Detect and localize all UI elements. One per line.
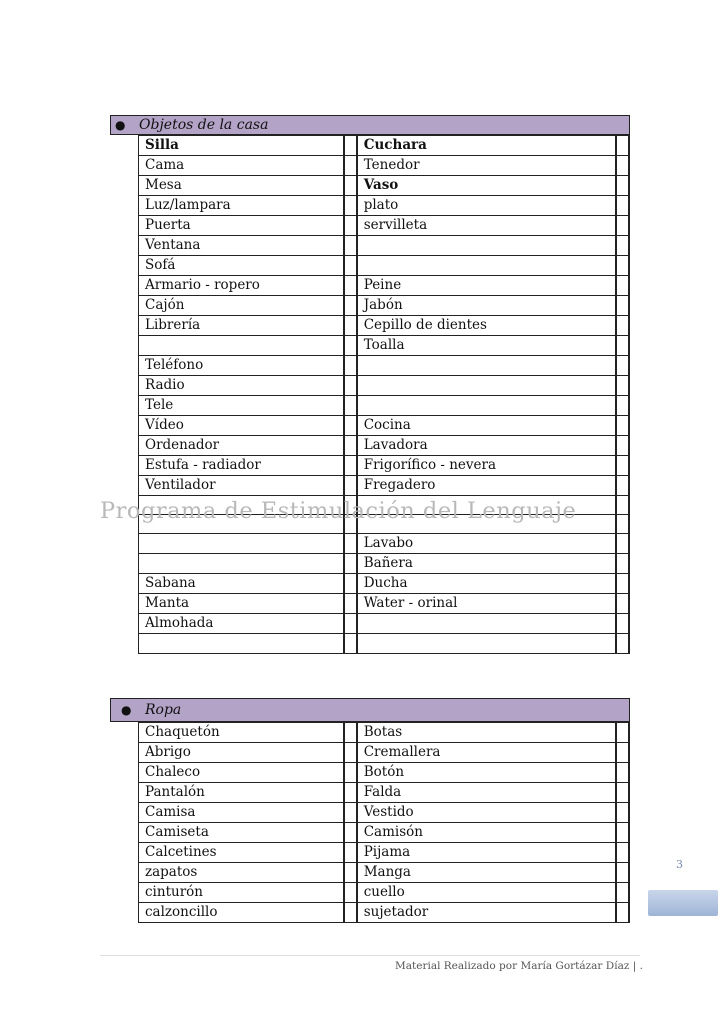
table-row: [139, 416, 630, 436]
word-left: calzoncillo: [139, 903, 344, 923]
vocabulary-table: [138, 135, 630, 654]
check-box: [344, 416, 357, 436]
word-right: Vestido: [357, 803, 616, 823]
table-row: [139, 863, 630, 883]
check-box: [616, 496, 629, 515]
table-row: [139, 743, 630, 763]
word-right: Cocina: [357, 416, 616, 436]
word-left: Cama: [139, 156, 344, 176]
word-right: Peine: [357, 276, 616, 296]
word-left: Armario - ropero: [139, 276, 344, 296]
table-row: [139, 316, 630, 336]
check-box: [344, 723, 357, 743]
check-box: [616, 843, 629, 863]
word-right: Cepillo de dientes: [357, 316, 616, 336]
check-box: [616, 376, 629, 396]
word-right: [357, 376, 616, 396]
check-box: [344, 316, 357, 336]
table-row: [139, 614, 630, 634]
table-row: [139, 723, 630, 743]
check-box: [616, 236, 629, 256]
check-box: [616, 316, 629, 336]
word-left: Tele: [139, 396, 344, 416]
page-number: 3: [676, 858, 683, 871]
check-box: [616, 554, 629, 574]
check-box: [344, 903, 357, 923]
check-box: [344, 515, 357, 534]
word-right: Water - orinal: [357, 594, 616, 614]
table-row: [139, 356, 630, 376]
word-right: Jabón: [357, 296, 616, 316]
check-box: [344, 863, 357, 883]
check-box: [344, 803, 357, 823]
check-box: [616, 534, 629, 554]
word-left: Chaquetón: [139, 723, 344, 743]
section-title: Objetos de la casa: [139, 117, 269, 133]
check-box: [616, 296, 629, 316]
table-row: [139, 436, 630, 456]
table-row: [139, 574, 630, 594]
word-left: zapatos: [139, 863, 344, 883]
table-row: [139, 883, 630, 903]
check-box: [616, 216, 629, 236]
check-box: [616, 396, 629, 416]
table-row: [139, 156, 630, 176]
table-row: [139, 843, 630, 863]
word-left: Ventilador: [139, 476, 344, 496]
check-box: [616, 256, 629, 276]
footer-credit: Material Realizado por María Gortázar Díaz | .: [395, 960, 643, 972]
table-row: [139, 763, 630, 783]
check-box: [344, 843, 357, 863]
word-right: Bañera: [357, 554, 616, 574]
table-row: [139, 336, 630, 356]
word-right: cuello: [357, 883, 616, 903]
word-right: servilleta: [357, 216, 616, 236]
table-row: [139, 903, 630, 923]
word-right: [357, 634, 616, 653]
word-right: [357, 256, 616, 276]
table-row: [139, 216, 630, 236]
word-right: Vaso: [357, 176, 616, 196]
word-left: Calcetines: [139, 843, 344, 863]
check-box: [616, 614, 629, 634]
check-box: [616, 356, 629, 376]
check-box: [616, 803, 629, 823]
word-right: Tenedor: [357, 156, 616, 176]
check-box: [616, 515, 629, 534]
word-left: Ventana: [139, 236, 344, 256]
check-box: [616, 823, 629, 843]
word-left: Manta: [139, 594, 344, 614]
table-row: [139, 176, 630, 196]
check-box: [344, 396, 357, 416]
check-box: [616, 883, 629, 903]
table-row: [139, 476, 630, 496]
table-row: [139, 515, 630, 534]
table-row: [139, 803, 630, 823]
word-left: [139, 634, 344, 653]
word-right: Manga: [357, 863, 616, 883]
check-box: [344, 456, 357, 476]
bullet-icon: ●: [115, 118, 126, 132]
check-box: [344, 783, 357, 803]
check-box: [344, 534, 357, 554]
word-right: Fregadero: [357, 476, 616, 496]
table-row: [139, 554, 630, 574]
word-left: Almohada: [139, 614, 344, 634]
word-right: [357, 515, 616, 534]
vocabulary-table: [138, 722, 630, 923]
word-right: Pijama: [357, 843, 616, 863]
table-row: [139, 823, 630, 843]
page-tab-decoration: [648, 890, 718, 916]
check-box: [344, 496, 357, 515]
section-header: [110, 115, 630, 135]
check-box: [616, 416, 629, 436]
word-left: Mesa: [139, 176, 344, 196]
check-box: [344, 196, 357, 216]
check-box: [616, 456, 629, 476]
table-row: [139, 496, 630, 515]
watermark: Programa de Estimulación del Lenguaje: [100, 498, 577, 524]
table-row: [139, 783, 630, 803]
table-row: [139, 594, 630, 614]
word-right: Botas: [357, 723, 616, 743]
table-row: [139, 376, 630, 396]
check-box: [344, 276, 357, 296]
word-right: Lavadora: [357, 436, 616, 456]
table-row: [139, 276, 630, 296]
check-box: [344, 883, 357, 903]
check-box: [616, 436, 629, 456]
check-box: [616, 634, 629, 653]
check-box: [616, 476, 629, 496]
check-box: [616, 156, 629, 176]
check-box: [616, 336, 629, 356]
word-left: Radio: [139, 376, 344, 396]
check-box: [344, 296, 357, 316]
table-row: [139, 296, 630, 316]
section-header: [110, 698, 630, 722]
check-box: [616, 594, 629, 614]
word-left: Pantalón: [139, 783, 344, 803]
word-left: Sofá: [139, 256, 344, 276]
check-box: [344, 156, 357, 176]
table-row: [139, 634, 630, 653]
check-box: [616, 743, 629, 763]
check-box: [616, 276, 629, 296]
word-left: [139, 534, 344, 554]
check-box: [344, 763, 357, 783]
word-left: Librería: [139, 316, 344, 336]
check-box: [344, 136, 357, 156]
table-row: [139, 196, 630, 216]
word-right: Camisón: [357, 823, 616, 843]
section-title: Ropa: [145, 702, 182, 718]
word-left: Estufa - radiador: [139, 456, 344, 476]
table-row: [139, 534, 630, 554]
word-left: Chaleco: [139, 763, 344, 783]
word-right: [357, 236, 616, 256]
word-left: Teléfono: [139, 356, 344, 376]
check-box: [344, 574, 357, 594]
check-box: [344, 376, 357, 396]
table-row: [139, 136, 630, 156]
check-box: [344, 436, 357, 456]
check-box: [344, 476, 357, 496]
word-right: [357, 356, 616, 376]
check-box: [616, 176, 629, 196]
word-left: Abrigo: [139, 743, 344, 763]
word-left: Sabana: [139, 574, 344, 594]
word-right: Botón: [357, 763, 616, 783]
word-right: Falda: [357, 783, 616, 803]
table-row: [139, 456, 630, 476]
check-box: [344, 614, 357, 634]
word-left: Silla: [139, 136, 344, 156]
check-box: [344, 356, 357, 376]
word-right: Frigorífico - nevera: [357, 456, 616, 476]
word-right: plato: [357, 196, 616, 216]
check-box: [616, 763, 629, 783]
word-right: sujetador: [357, 903, 616, 923]
table-row: [139, 236, 630, 256]
table-row: [139, 256, 630, 276]
word-left: [139, 336, 344, 356]
check-box: [344, 554, 357, 574]
word-right: Cremallera: [357, 743, 616, 763]
word-left: Vídeo: [139, 416, 344, 436]
word-right: Cuchara: [357, 136, 616, 156]
check-box: [344, 336, 357, 356]
check-box: [616, 783, 629, 803]
word-left: cinturón: [139, 883, 344, 903]
check-box: [616, 574, 629, 594]
check-box: [616, 903, 629, 923]
word-left: Luz/lampara: [139, 196, 344, 216]
check-box: [616, 196, 629, 216]
word-right: Lavabo: [357, 534, 616, 554]
check-box: [344, 743, 357, 763]
check-box: [344, 216, 357, 236]
word-left: Camiseta: [139, 823, 344, 843]
bullet-icon: ●: [121, 703, 132, 717]
check-box: [344, 823, 357, 843]
table-row: [139, 396, 630, 416]
word-left: [139, 515, 344, 534]
word-right: Toalla: [357, 336, 616, 356]
word-left: [139, 496, 344, 515]
word-right: Ducha: [357, 574, 616, 594]
check-box: [616, 723, 629, 743]
word-right: [357, 614, 616, 634]
check-box: [344, 634, 357, 653]
word-left: [139, 554, 344, 574]
word-left: Camisa: [139, 803, 344, 823]
check-box: [344, 256, 357, 276]
word-left: Ordenador: [139, 436, 344, 456]
word-right: [357, 396, 616, 416]
check-box: [344, 594, 357, 614]
section-objetos-casa: [110, 115, 630, 654]
check-box: [616, 863, 629, 883]
check-box: [616, 136, 629, 156]
section-ropa: [110, 698, 630, 923]
word-left: Cajón: [139, 296, 344, 316]
check-box: [344, 236, 357, 256]
footer-divider: [100, 955, 640, 956]
word-right: [357, 496, 616, 515]
word-left: Puerta: [139, 216, 344, 236]
check-box: [344, 176, 357, 196]
